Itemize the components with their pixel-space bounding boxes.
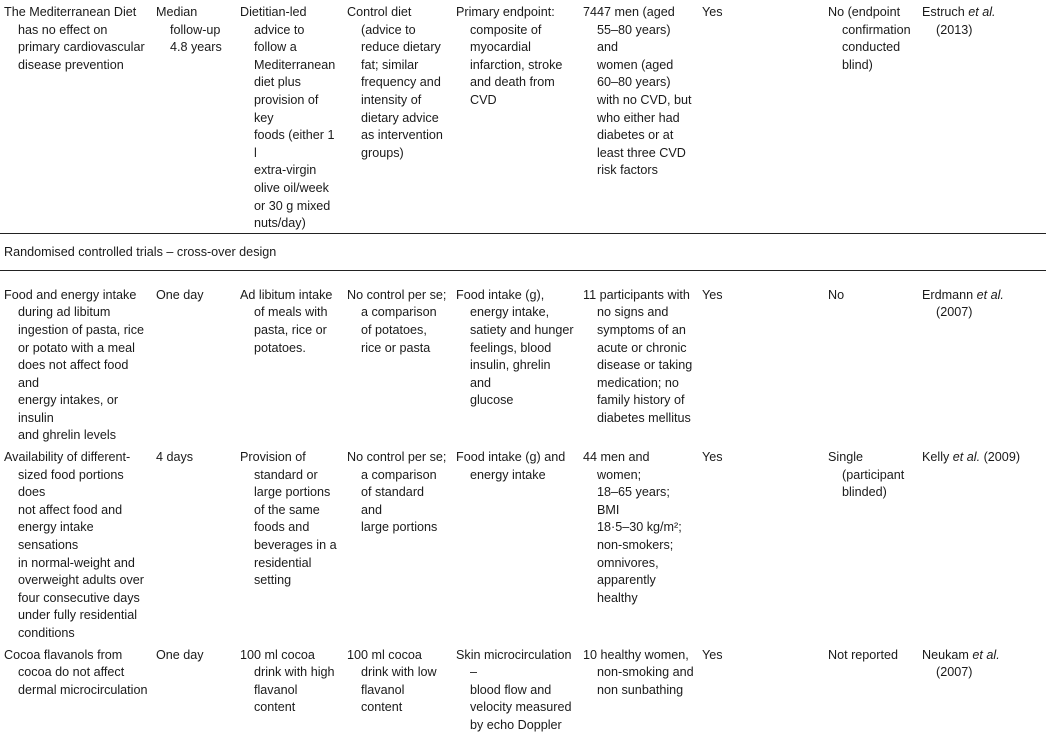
ref-author: Erdmann — [922, 287, 977, 302]
endpoint-cell: Skin microcirculation – blood flow and velocity measured by echo Doppler — [456, 647, 572, 732]
subjects-cell: 10 healthy women, non-smoking and non sunbathing — [583, 647, 694, 697]
randomised-cell: Yes — [702, 647, 723, 662]
conclusion-cell: Availability of different- sized food portions does not affect food and energy intake sensations in normal-weight and overweight adults over four consecutive days under fully residential conditions — [4, 450, 145, 640]
control-cell: No control per se; a comparison of potatoes, rice or pasta — [347, 287, 447, 355]
conclusion-cell: Food and energy intake during ad libitum ingestion of pasta, rice or potato with a meal does not affect food and energy intakes, or insulin and ghrelin levels — [4, 287, 145, 443]
randomised-cell: Yes — [702, 5, 723, 19]
intervention-cell: Provision of standard or large portions of the same foods and beverages in a residential setting — [240, 450, 337, 588]
table-row — [0, 643, 1046, 735]
ref-year: (2009) — [980, 450, 1021, 465]
randomised-cell: Yes — [702, 287, 723, 302]
reference-cell — [918, 271, 1046, 322]
subjects-cell: 44 men and women; 18–65 years; BMI 18·5–30 kg/m²; non-smokers; omnivores, apparently healthy — [583, 450, 682, 605]
reference-cell — [918, 445, 1046, 467]
randomised-cell: Yes — [702, 450, 723, 465]
ref-year: (2013) — [936, 22, 973, 37]
conclusion-cell: Cocoa flavanols from cocoa do not affect dermal microcirculation — [4, 647, 148, 697]
subjects-cell: 7447 men (aged 55–80 years) and women (aged 60–80 years) with no CVD, but who either had diabetes or at least three CVD risk factors — [583, 5, 692, 178]
duration-cell: One day — [156, 287, 204, 302]
ref-author: Neukam — [922, 647, 973, 662]
table-row — [0, 270, 1046, 445]
conclusion-cell: The Mediterranean Diet has no effect on primary cardiovascular disease prevention — [4, 5, 145, 72]
reference-cell — [918, 643, 1046, 682]
control-cell: No control per se; a comparison of standard and large portions — [347, 450, 447, 535]
subjects-cell: 11 participants with no signs and symptoms of an acute or chronic disease or taking medication; no family history of diabetes mellitus — [583, 287, 693, 425]
endpoint-cell: Food intake (g) and energy intake — [456, 450, 566, 482]
intervention-cell: Ad libitum intake of meals with pasta, rice or potatoes. — [240, 287, 333, 355]
endpoint-cell: Food intake (g), energy intake, satiety and hunger feelings, blood insulin, ghrelin and glucose — [456, 287, 574, 408]
ref-etal: et al. — [952, 450, 981, 465]
blinding-cell: No (endpoint confirmation conducted blind) — [828, 5, 911, 72]
ref-author: Estruch — [922, 5, 969, 19]
endpoint-cell: Primary endpoint: composite of myocardial infarction, stroke and death from CVD — [456, 5, 563, 107]
duration-cell: One day — [156, 647, 204, 662]
ref-etal: et al. — [972, 647, 1000, 662]
table-row — [0, 445, 1046, 643]
control-cell: 100 ml cocoa drink with low flavanol content — [347, 647, 437, 715]
section-heading-row — [0, 233, 1046, 270]
ref-year: (2007) — [936, 665, 973, 680]
control-cell: Control diet (advice to reduce dietary fat; similar frequency and intensity of dietary advice as intervention groups) — [347, 5, 443, 160]
intervention-cell: Dietitian-led advice to follow a Mediterranean diet plus provision of key foods (either 1 l extra-virgin olive oil/week or 30 g mixed nuts/day) — [240, 5, 336, 231]
ref-year: (2007) — [936, 305, 973, 320]
table-row — [0, 0, 1046, 233]
intervention-cell: 100 ml cocoa drink with high flavanol content — [240, 647, 335, 715]
ref-etal: et al. — [976, 287, 1004, 302]
blinding-cell: Single (participant blinded) — [828, 450, 905, 500]
section-heading: Randomised controlled trials – cross-over design — [4, 244, 277, 259]
ref-author: Kelly — [922, 450, 953, 465]
ref-etal: et al. — [968, 5, 996, 19]
reference-cell — [918, 0, 1046, 39]
duration-cell: 4 days — [156, 450, 194, 465]
blinding-cell: Not reported — [828, 647, 899, 662]
duration-cell: Median follow-up 4.8 years — [156, 5, 222, 55]
blinding-cell: No — [828, 287, 845, 302]
